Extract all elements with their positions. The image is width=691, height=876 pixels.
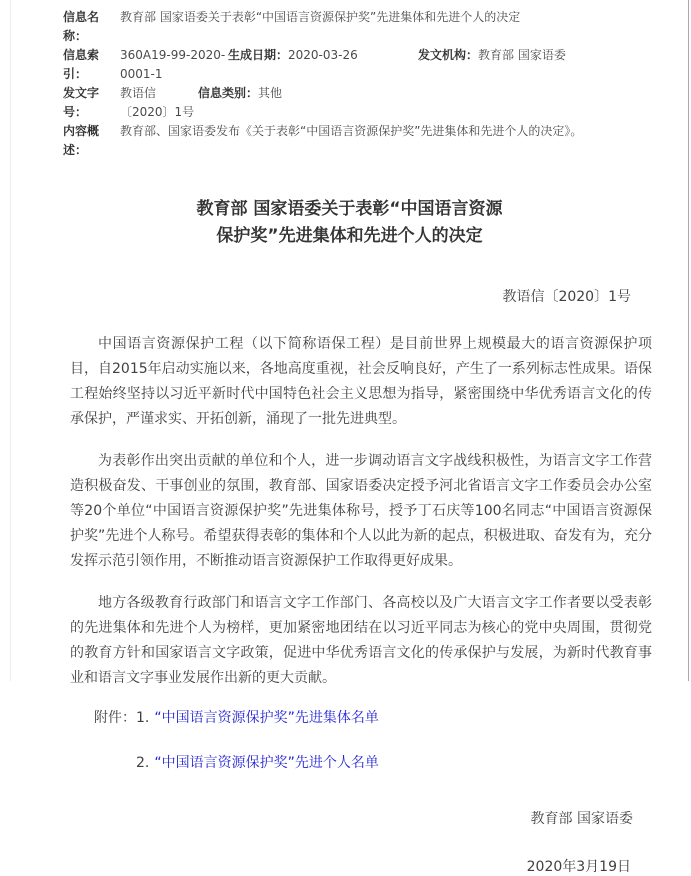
attachment-line-1 [94, 708, 688, 728]
document-body [11, 332, 688, 691]
attachment-1-link[interactable]: “中国语言资源保护奖”先进集体名单 [154, 710, 379, 726]
meta-row-info-name [63, 8, 668, 46]
attachments-section [11, 708, 688, 773]
meta-label-issuing-agency: 发文机构： [418, 48, 479, 62]
attachment-2-number: 2. [136, 755, 150, 771]
body-paragraph-3: 地方各级教育行政部门和语言文字工作部门、各高校以及广大语言文字工作者要以受表彰的先进集体和先进个人为榜样，更加紧密地团结在以习近平同志为核心的党中央周围，贯彻党的教育方针和国家语言文字政策，促进中华优秀语言文化的传承保护与发展，为新时代教育事业和语言文字事业发展作出新的更大贡献。 [70, 595, 652, 686]
meta-value-info-category: 其他 [258, 86, 283, 100]
document-title-line2: 保护奖”先进集体和先进个人的决定 [216, 226, 483, 246]
document-title-line1: 教育部 国家语委关于表彰“中国语言资源 [196, 199, 503, 219]
meta-value-generate-date: 2020-03-26 [288, 48, 358, 62]
meta-value-summary: 教育部、国家语委发布《关于表彰“中国语言资源保护奖”先进集体和先进个人的决定》。 [120, 124, 583, 138]
attachments-prefix-label: 附件： [94, 710, 136, 726]
attachment-1-number: 1. [136, 710, 150, 726]
meta-label-info-category: 信息类别： [198, 86, 259, 100]
body-paragraph-2: 为表彰作出突出贡献的单位和个人，进一步调动语言文字战线积极性，为语言文字工作营造积极奋发、干事创业的氛围，教育部、国家语委决定授予河北省语言文字工作委员会办公室等20个单位“中国语言资源保护奖”先进集体称号，授予丁石庆等100名同志“中国语言资源保护奖”先进个人称号。希望获得表彰的集体和个人以此为新的起点，积极进取、奋发有为，充分发挥示范引领作用，不断推动语言资源保护工作取得更好成果。 [70, 453, 652, 569]
meta-label-info-index: 信息索引： [63, 48, 100, 81]
meta-row-index-date-agency [63, 46, 668, 84]
meta-value-issuing-agency: 教育部 国家语委 [478, 48, 566, 62]
meta-label-generate-date: 生成日期： [228, 48, 289, 62]
document-page [10, 0, 689, 875]
document-title [11, 196, 688, 250]
meta-row-docnum-category [63, 84, 668, 122]
meta-label-summary: 内容概述： [63, 124, 100, 157]
meta-value-info-name: 教育部 国家语委关于表彰“中国语言资源保护奖”先进集体和先进个人的决定 [120, 10, 521, 24]
signature-date: 2020年3月19日 [526, 859, 631, 875]
body-paragraph-1: 中国语言资源保护工程（以下简称语保工程）是目前世界上规模最大的语言资源保护项目，自2015年启动实施以来，各地高度重视，社会反响良好，产生了一系列标志性成果。语保工程始终坚持以习近平新时代中国特色社会主义思想为指导，紧密围绕中华优秀语言文化的传承保护，严谨求实、开拓创新，涌现了一批先进典型。 [70, 336, 652, 427]
meta-row-summary [63, 122, 668, 160]
meta-label-doc-number: 发文字号： [63, 86, 100, 119]
attachment-line-2 [94, 753, 688, 773]
meta-value-info-index: 360A19-99-2020-0001-1 [120, 48, 226, 81]
signature-issuer: 教育部 国家语委 [530, 811, 633, 827]
meta-label-info-name: 信息名称： [63, 10, 100, 43]
attachment-2-link[interactable]: “中国语言资源保护奖”先进个人名单 [154, 755, 379, 771]
document-reference-number: 教语信〔2020〕1号 [502, 289, 631, 305]
metadata-header [11, 8, 688, 160]
meta-value-doc-number: 教语信〔2020〕1号 [120, 86, 195, 119]
